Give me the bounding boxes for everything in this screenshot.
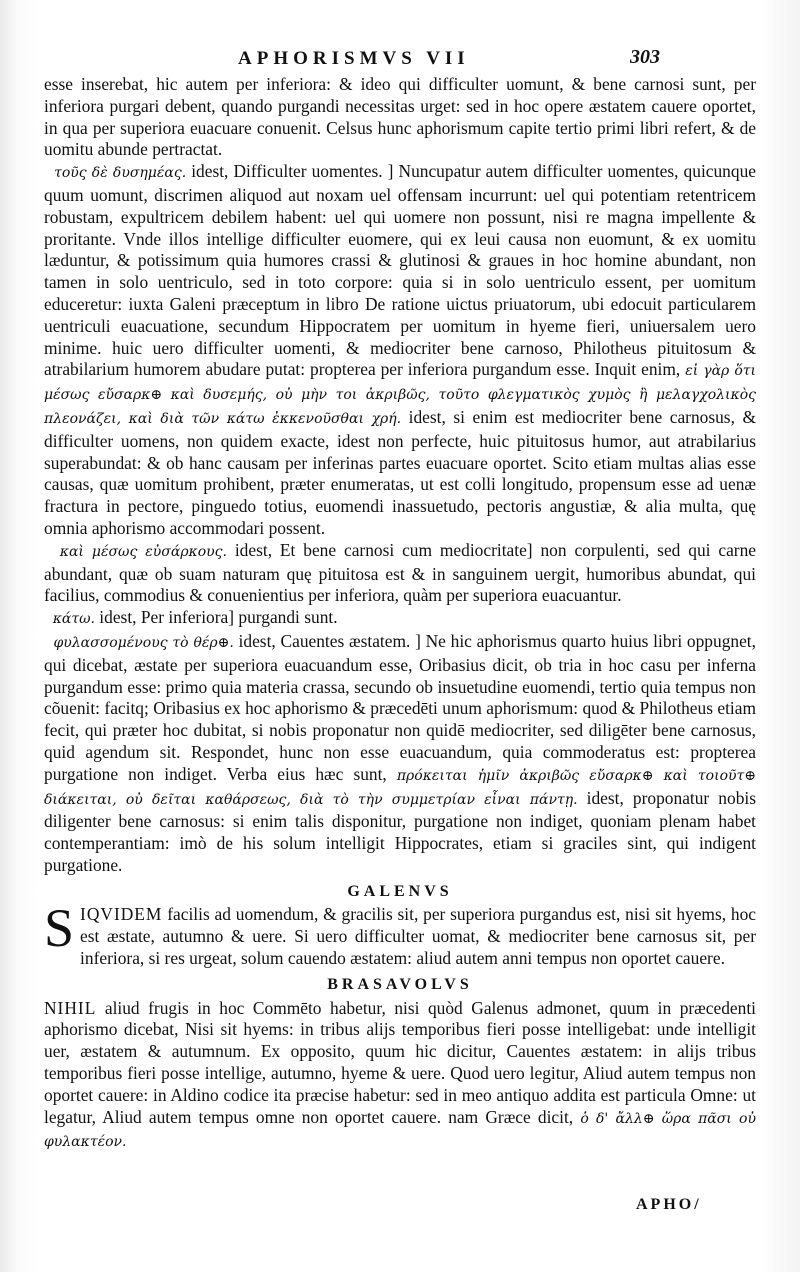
section-heading-brasavolus: BRASAVOLVS xyxy=(327,975,473,993)
paragraph-per-inferiora xyxy=(44,607,756,631)
main-text xyxy=(44,74,756,1154)
paragraph-galenus xyxy=(44,898,756,969)
page-number: 303 xyxy=(630,46,660,68)
greek-quotation: ὁ δ' ἄλλ⊕ ὥρα πᾶσι οὐ φυλακτέον. xyxy=(44,1110,756,1151)
paragraph-text: idest, Et bene carnosi cum mediocritate] non corpulenti, sed qui carne abundant, quæ ob suam naturam quę pituitosa est & in sanguinem uergit, humoribus abundat, qui facilius, commodius & conuenientius per inferiora, quàm per superiora euacuantur. xyxy=(44,539,756,606)
drop-cap: S xyxy=(44,898,75,959)
paragraph-text: esse inserebat, hic autem per inferiora: & ideo qui difficulter uomunt, & bene carnosi sunt, per inferiora purgari debent, quando purgandi necessitas urget: sed in hoc opere æstatem cauere oportet, in qua per superiora euacuare conuenit. Celsus hunc aphorismum capite tertio primi libri refert, & de uomitu abunde pertractat. xyxy=(44,74,756,160)
paragraph-difficulter-uomentes xyxy=(44,161,756,540)
greek-lemma: φυλασσομένους τὸ θέρ⊕. xyxy=(53,634,234,651)
paragraph-text: facilis ad uomendum, & gracilis sit, per superiora purgandus est, nisi sit hyems, hoc est æstate, autumno & uere. Si uero difficulter uomat, & mediocriter bene carnosus sit, per inferiora, si res urgeat, solum cauendo æstatem: aliud autem anni tempus non oportet cauere. xyxy=(80,904,756,969)
section-heading-galenus: GALENVS xyxy=(347,882,453,900)
paragraph-brasavolus xyxy=(44,998,756,1155)
paragraph-text: idest, Cauentes æstatem. ] Ne hic aphorismus quarto huius libri oppugnet, qui dicebat, æstate per superiora euacuandum esse, Oribasius dicit, ob tria in hoc casu per inferna purgandum esse: primo quia materia crassa, secundo ob insuetudine euomendi, tertio quia tempus non cõuenit: facitq; Oribasius ex hoc aphorismo & præcedēti unum aphorismum: quod & Philotheus etiam fecit, qui præter hoc dubitat, si nobis proponatur non quidē mediocriter, sed diligēter bene carnosus, quid agendum sit. Respondet, hunc non esse euacuandum, quia commoderatus est: propterea purgatione non indiget. Verba eius hæc sunt, xyxy=(44,630,756,784)
greek-quotation: εἰ γὰρ ὅτι μέσως εὔσαρκ⊕ καὶ δυσεμής, οὐ μὴν τοι ἀκριβῶς, τοῦτο φλεγματικὸς χυμὸς ἢ μελαγχολικὸς πλεονάζει, καὶ διὰ τῶν κάτω ἐκκενοῦσθαι χρή. xyxy=(44,363,756,427)
running-title: APHORISMVS VII xyxy=(238,48,470,69)
paragraph-text: aliud frugis in hoc Commēto habetur, nisi quòd Galenus admonet, quum in præcedenti aphorismo dicebat, Nisi sit hyems: in tribus alijs temporibus fieri posse intelligebat: unde intelligit uer, æstatem & autumnum. Ex opposito, quum hic dicitur, Cauentes æstatem: in alijs tribus temporibus fieri posse intellige, autumno, hyeme & uere. Quod uero legitur, Aliud autem tempus non oportet cauere: in Aldino codice ita præcise habetur: sed in meo antiquo addita est particula Omne: ut legatur, Aliud autem tempus omne non oportet cauere. nam Græce dicit, xyxy=(44,997,756,1127)
paragraph-text: idest, Per inferiora] purgandi sunt. xyxy=(94,607,338,628)
paragraph-cauentes-aestatem xyxy=(44,631,756,877)
paragraph-text: idest, si enim est mediocriter bene carnosus, & difficulter uomens, non quidem exacte, idest non perfecte, huic pituitosus humor, aut atrabilarius superabundat: & ob hanc causam per inferinas partes euacuare oportet. Scito etiam multas alias esse causas, quæ uomitum prohibent, præter enumeratas, ut est colli longitudo, propensum esse ad uenæ fractura in pectore, pinguedo totius, euomendi inassuetudo, pectoris angustiæ, & alia multa, quę omnia aphorismo accommodari possent. xyxy=(44,406,756,538)
first-word: NIHIL xyxy=(44,997,97,1018)
greek-lemma: τοῦς δὲ δυσημέας. xyxy=(54,165,187,182)
paragraph-text: idest, proponatur nobis diligenter bene carnosus: si enim talis disponitur, purgatione non indiget, quoniam plenam habet contemperantiam: imò de his solum intelligit Hippocrates, etiam si graciles sint, qui indigent purgatione. xyxy=(44,787,756,875)
paragraph-intro xyxy=(44,74,756,161)
first-word: IQVIDEM xyxy=(80,904,163,925)
paragraph-text: idest, Difficulter uomentes. ] Nuncupatur autem difficulter uomentes, quicunque quum uomunt, discrimen aliquod aut noxam uel offensam incurrunt: uel qui potentiam retentricem robustam, expultricem debilem habent: uel qui uomere non possunt, nisi re magna impellente & proritante. Vnde illos intellige difficulter euomere, qui ex leui causa non euomunt, & ex uomitu læduntur, & potissimum quia humores crassi & glutinosi & graues in hoc homine abundant, non tamen in solo uentriculo, sed in toto corpore: quia si in solo uentriculo essent, per uomitum educeretur: iuxta Galeni præceptum in libro De ratione uictus priuatorum, ubi edocuit particularem uentriculi euacuatione, secundum Hippocratem per uomitum in hyeme fieri, uniuersalem uero minime. huic uero difficulter uomenti, & mediocriter bene carnoso, Philotheus pituitosum & atrabilarium humorem abudare putat: propterea per inferiora purgandum esse. Inquit enim, xyxy=(44,161,756,380)
greek-quotation: πρόκειται ἡμῖν ἀκριβῶς εὔσαρκ⊕ καὶ τοιοῦτ⊕ διάκειται, οὐ δεῖται καθάρσεως, διὰ τὸ τὴν συμμετρίαν εἶναι πάντῃ. xyxy=(44,767,756,808)
greek-lemma: κάτω. xyxy=(52,611,95,628)
paragraph-bene-carnosi xyxy=(44,540,756,607)
catchword: APHO/ xyxy=(636,1196,702,1213)
greek-lemma: καὶ μέσως εὐσάρκους. xyxy=(59,543,227,560)
